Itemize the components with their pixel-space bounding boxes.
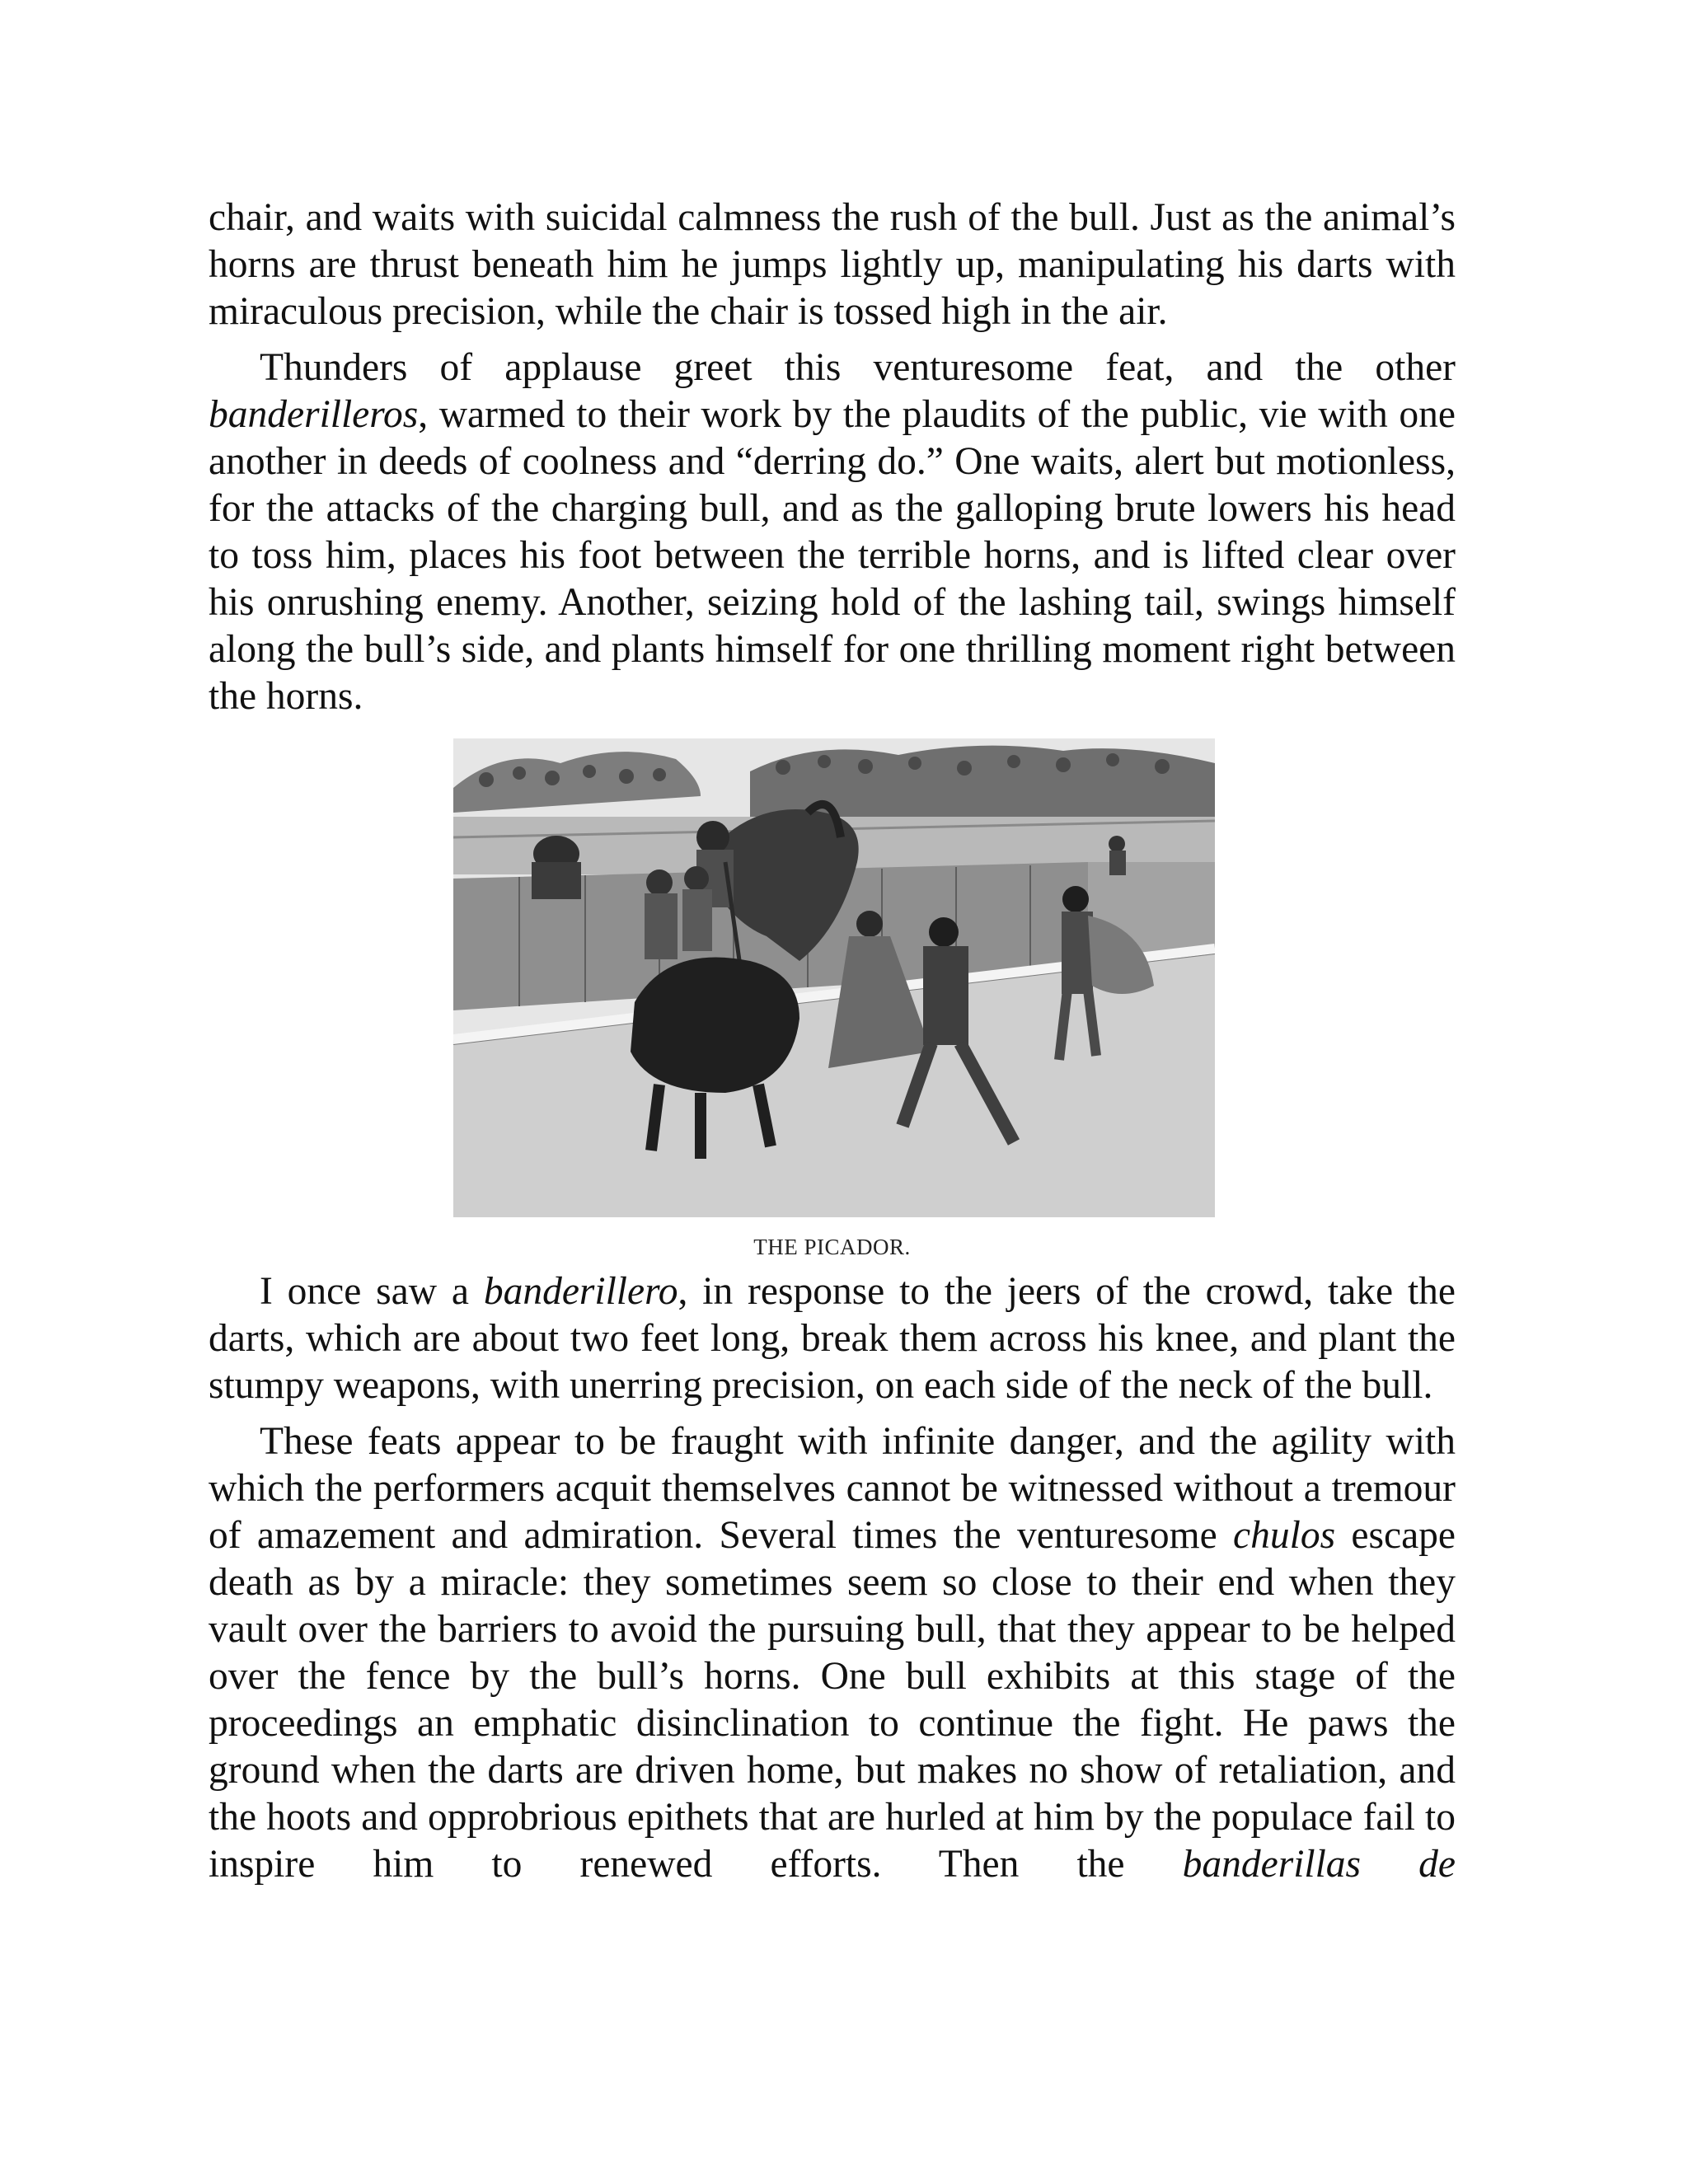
paragraph-text: , in response to the jeers of the crowd, take the darts, which are about two feet long, break them across his knee, and plant the stumpy weapons, with unerring precision, on each side of the neck of the bull. (209, 1270, 1456, 1407)
italic-term-banderillero: banderillero (483, 1270, 678, 1313)
italic-term-banderillas-de: banderillas de (1182, 1843, 1456, 1886)
figure-picador (209, 738, 1456, 1260)
paragraph-broken-darts (209, 1268, 1456, 1409)
paragraph-text: Thunders of applause greet this venturesome feat, and the other (260, 346, 1456, 389)
paragraph-text: I once saw a (260, 1270, 484, 1313)
picador-illustration (453, 738, 1215, 1217)
paragraph-text: escape death as by a miracle: they sometimes seem so close to their end when they vault over the barriers to avoid the pursuing bull, that they appear to be helped over the fence by the bull’s horns. One bull exhibits at this stage of the proceedings an emphatic disinclination to continue the fight. He paws the ground when the darts are driven home, but makes no show of retaliation, and the hoots and opprobrious epithets that are hurled at him by the populace fail to inspire him to renewed efforts. Then the (209, 1514, 1456, 1886)
paragraph-feats-danger (209, 1418, 1456, 1888)
book-page (209, 194, 1456, 1888)
figure-caption: THE PICADOR. (753, 1235, 911, 1259)
paragraph-text: chair, and waits with suicidal calmness the rush of the bull. Just as the animal’s horns are thrust beneath him he jumps lightly up, manipulating his darts with miraculous precision, while the chair is tossed high in the air. (209, 196, 1456, 333)
paragraph-text: , warmed to their work by the plaudits of the public, vie with one another in deeds of coolness and “derring do.” One waits, alert but motionless, for the attacks of the charging bull, and as the galloping brute lowers his head to toss him, places his foot between the terrible horns, and is lifted clear over his onrushing enemy. Another, seizing hold of the lashing tail, swings himself along the bull’s side, and plants himself for one thrilling moment right between the horns. (209, 393, 1456, 718)
paragraph-text: These feats appear to be fraught with infinite danger, and the agility with which the performers acquit themselves cannot be witnessed without a tremour of amazement and admiration. Several times the venturesome (209, 1420, 1456, 1557)
paragraph-applause (209, 344, 1456, 720)
paragraph-chair-feat (209, 194, 1456, 335)
italic-term-chulos: chulos (1233, 1514, 1336, 1557)
italic-term-banderilleros: banderilleros (209, 393, 419, 436)
